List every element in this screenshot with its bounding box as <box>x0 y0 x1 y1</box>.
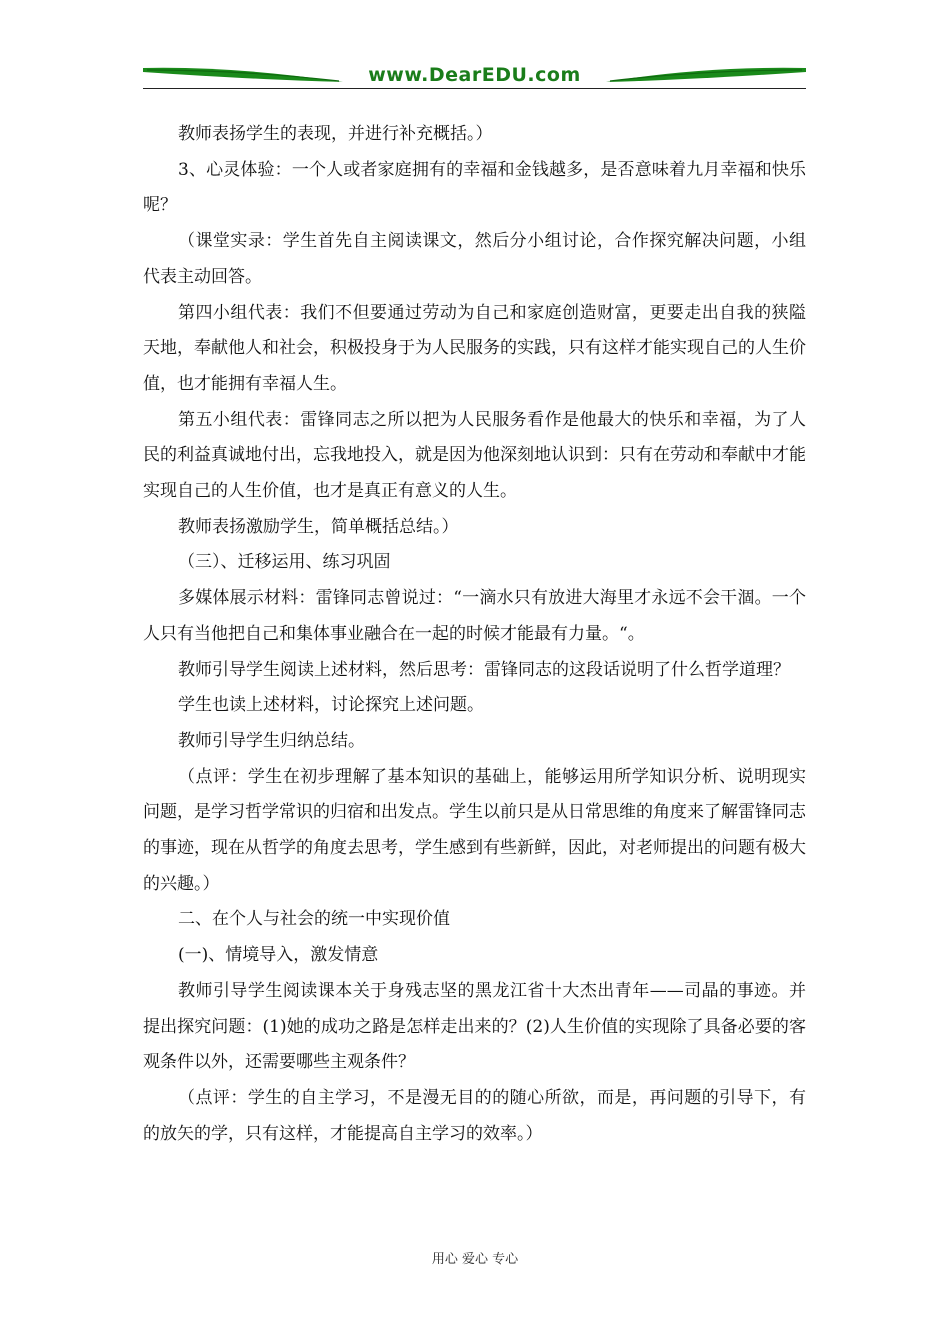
paragraph: 3、心灵体验：一个人或者家庭拥有的幸福和金钱越多，是否意味着九月幸福和快乐呢？ <box>143 159 806 216</box>
paragraph: 学生也读上述材料，讨论探究上述问题。 <box>178 695 484 716</box>
paragraph: 教师引导学生阅读上述材料，然后思考：雷锋同志的这段话说明了什么哲学道理？ <box>178 659 790 680</box>
paragraph: （课堂实录：学生首先自主阅读课文，然后分小组讨论，合作探究解决问题，小组代表主动回答。 <box>143 231 806 287</box>
paragraph: 教师表扬学生的表现，并进行补充概括。） <box>178 124 493 144</box>
section-heading: （三）、迁移运用、练习巩固 <box>178 552 391 573</box>
header-divider <box>143 88 806 89</box>
paragraph: 教师引导学生阅读课本关于身残志坚的黑龙江省十大杰出青年——司晶的事迹。并提出探究问题：(1)她的成功之路是怎样走出来的？(2)人生价值的实现除了具备必要的客观条件以外，还需要哪些主观条件？ <box>143 980 806 1073</box>
document-body <box>143 117 806 1152</box>
page-header <box>143 58 806 92</box>
paragraph: 教师表扬激励学生，简单概括总结。） <box>178 516 459 537</box>
paragraph: （点评：学生的自主学习，不是漫无目的的随心所欲，而是，再问题的引导下，有的放矢的学，只有这样，才能提高自主学习的效率。） <box>143 1087 806 1144</box>
page-footer: 用心 爱心 专心 <box>431 1252 519 1267</box>
paragraph: 教师引导学生归纳总结。 <box>178 730 365 751</box>
section-heading: (一)、情境导入，激发情意 <box>178 945 379 966</box>
paragraph: 第四小组代表：我们不但要通过劳动为自己和家庭创造财富，更要走出自我的狭隘天地，奉献他人和社会，积极投身于为人民服务的实践，只有这样才能实现自己的人生价值，也才能拥有幸福人生。 <box>143 302 806 394</box>
paragraph: （点评：学生在初步理解了基本知识的基础上，能够运用所学知识分析、说明现实问题，是学习哲学常识的归宿和出发点。学生以前只是从日常思维的角度来了解雷锋同志的事迹，现在从哲学的角度去思考，学生感到有些新鲜，因此，对老师提出的问题有极大的兴趣。） <box>143 766 806 894</box>
site-brand[interactable]: www.DearEDU.com <box>368 64 581 86</box>
paragraph: 多媒体展示材料：雷锋同志曾说过：“一滴水只有放进大海里才永远不会干涸。一个人只有当他把自己和集体事业融合在一起的时候才能最有力量。“。 <box>143 588 806 644</box>
section-heading: 二、在个人与社会的统一中实现价值 <box>178 909 450 930</box>
paragraph: 第五小组代表：雷锋同志之所以把为人民服务看作是他最大的快乐和幸福，为了人民的利益真诚地付出，忘我地投入，就是因为他深刻地认识到：只有在劳动和奉献中才能实现自己的人生价值，也才是真正有意义的人生。 <box>143 409 806 502</box>
